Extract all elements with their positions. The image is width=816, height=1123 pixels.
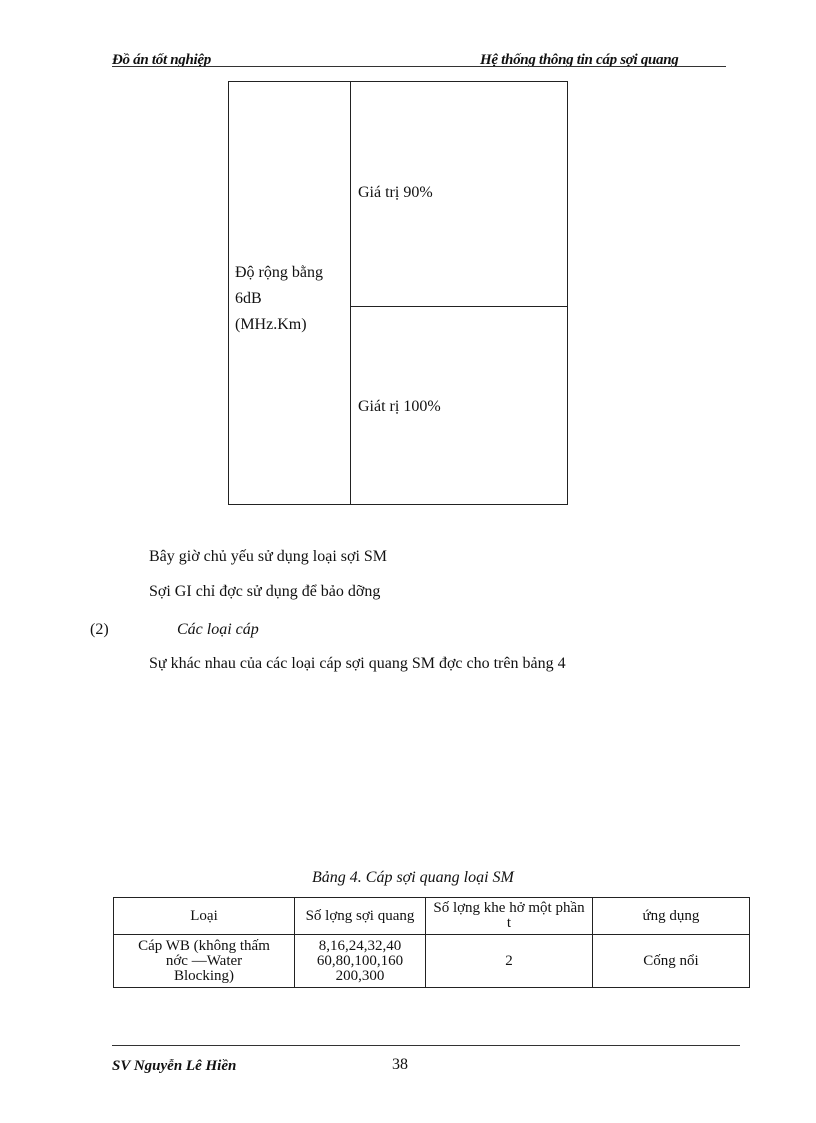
header-cell: Loại: [114, 898, 295, 935]
paragraph-line: Bây giờ chủ yếu sử dụng loại sợi SM: [149, 548, 388, 565]
fibers-line: 200,300: [335, 967, 385, 984]
type-cell: [114, 935, 295, 988]
header-left: Đồ án tốt nghiệp: [112, 52, 211, 68]
bandwidth-label-cell: [229, 82, 351, 504]
table-header-row: [114, 898, 750, 935]
slots-cell: 2: [426, 935, 593, 988]
type-line: Cáp WB (không thấm: [138, 937, 270, 954]
application-cell: Cống nổi: [593, 935, 750, 988]
bandwidth-label-line: (MHz.Km): [235, 316, 307, 333]
type-line: nớc —Water: [165, 952, 243, 969]
section-number: (2): [90, 621, 109, 638]
value-90-cell: [351, 82, 567, 307]
cable-table: [113, 897, 750, 988]
type-line: Blocking): [174, 967, 234, 984]
header-cell: Số lợng sợi quang: [295, 898, 426, 935]
footer-rule: [112, 1045, 740, 1046]
bandwidth-label: [235, 260, 323, 338]
paragraph-line: Sợi GI chỉ đợc sử dụng để bảo dỡng: [149, 583, 381, 600]
bandwidth-table: [228, 81, 568, 505]
fibers-line: 60,80,100,160: [316, 952, 404, 969]
section-title: Các loại cáp: [177, 621, 259, 638]
header-cell: Số lợng khe hở một phần t: [426, 898, 593, 935]
value-90: Giá trị 90%: [358, 184, 433, 201]
fibers-cell: [295, 935, 426, 988]
header-right: Hệ thống thông tin cáp sợi quang: [480, 52, 679, 68]
bandwidth-label-line: Độ rộng bằng: [235, 264, 323, 281]
header-cell: ứng dụng: [593, 898, 750, 935]
value-100: Giát rị 100%: [358, 398, 441, 415]
header-rule: [112, 66, 726, 67]
footer-author: SV Nguyễn Lê Hiền: [112, 1058, 237, 1074]
fibers-line: 8,16,24,32,40: [318, 937, 402, 954]
page-number: 38: [392, 1056, 408, 1073]
table-row: [114, 935, 750, 988]
table-caption: Bảng 4. Cáp sợi quang loại SM: [312, 869, 514, 886]
bandwidth-label-line: 6dB: [235, 290, 262, 307]
paragraph-line: Sự khác nhau của các loại cáp sợi quang SM đợc cho trên bảng 4: [149, 655, 566, 672]
